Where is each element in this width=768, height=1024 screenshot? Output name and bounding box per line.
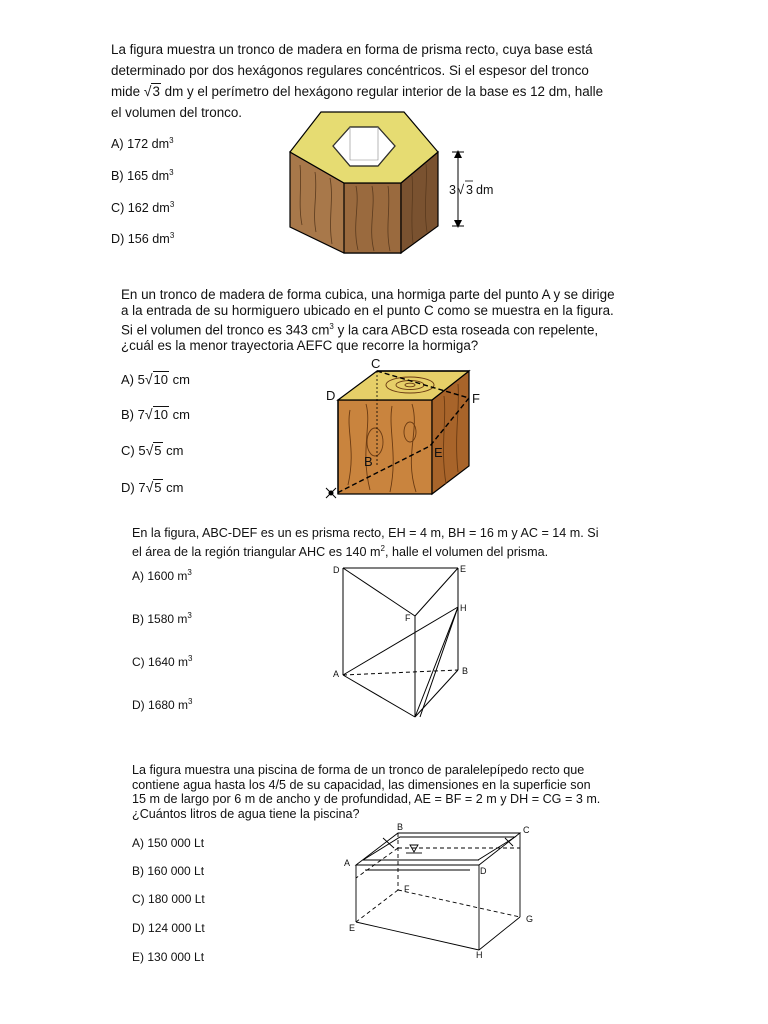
label-a: A xyxy=(344,858,351,868)
option-value: 1680 m xyxy=(148,698,189,712)
option-exponent: 3 xyxy=(169,168,174,177)
option-value: 124 000 Lt xyxy=(148,921,205,935)
dim-sqrt-symbol: √ xyxy=(457,182,465,197)
p1-line-1: La figura muestra un tronco de madera en forma de prisma recto, cuya base está xyxy=(111,42,593,57)
sqrt-symbol: √ xyxy=(145,479,154,495)
p3-line-1: En la figura, ABC-DEF es un es prisma recto, EH = 4 m, BH = 16 m y AC = 14 m. Si xyxy=(132,526,599,540)
option-unit: cm xyxy=(172,407,190,422)
sqrt-radicand: 5 xyxy=(154,480,162,495)
label-b: B xyxy=(364,454,373,469)
label-f: F xyxy=(472,391,480,406)
p4-line-3: 15 m de largo por 6 m de ancho y de profundidad, AE = BF = 2 m y DH = CG = 3 m. xyxy=(132,792,601,806)
option-letter: D) xyxy=(111,232,125,247)
p1-line-3b: dm y el perímetro del hexágono regular interior de la base es 12 dm, halle xyxy=(164,84,604,99)
sqrt-symbol: √ xyxy=(143,83,152,99)
label-d: D xyxy=(333,565,340,575)
dim-coef: 3 xyxy=(449,183,456,197)
option-letter: D) xyxy=(121,480,135,495)
p2-line-3b: y la cara ABCD esta roseada con repelente, xyxy=(337,322,599,338)
p2-line-1: En un tronco de madera de forma cubica, una hormiga parte del punto A y se dirige xyxy=(121,287,615,302)
option-exponent: 3 xyxy=(188,697,193,706)
option-value: 160 000 Lt xyxy=(147,864,205,878)
label-h: H xyxy=(460,603,467,613)
option-value: 1580 m xyxy=(147,612,188,626)
option-coef: 7 xyxy=(137,407,145,422)
p2-line-2: a la entrada de su hormiguero ubicado en el punto C como se muestra en la figura. xyxy=(121,303,614,318)
option-letter: D) xyxy=(132,921,145,935)
option-exponent: 3 xyxy=(169,136,174,145)
option-exponent: 3 xyxy=(169,231,175,240)
option-letter: D) xyxy=(132,698,145,712)
label-f: F xyxy=(404,884,410,894)
sqrt-symbol: √ xyxy=(144,406,153,422)
option-exponent: 3 xyxy=(169,200,175,209)
p2-line-3a: Si el volumen del tronco es 343 cm xyxy=(121,322,330,338)
option-value: 156 dm xyxy=(127,232,170,247)
option-exponent: 3 xyxy=(188,654,193,663)
option-coef: 5 xyxy=(137,372,145,387)
option-value: 165 dm xyxy=(127,169,170,184)
option-coef: 7 xyxy=(138,480,146,495)
option-letter: C) xyxy=(121,443,135,458)
label-d: D xyxy=(480,866,487,876)
water-level-icon xyxy=(406,845,422,853)
option-letter: B) xyxy=(132,864,144,878)
option-value: 1600 m xyxy=(147,569,188,583)
option-letter: B) xyxy=(121,407,134,422)
label-e: E xyxy=(349,923,356,933)
label-a: A xyxy=(333,669,340,679)
sqrt-radicand: 5 xyxy=(154,443,162,458)
p4-line-4: ¿Cuántos litros de agua tiene la piscina? xyxy=(132,806,360,821)
option-coef: 5 xyxy=(138,443,146,458)
option-letter: A) xyxy=(121,372,134,387)
option-unit: cm xyxy=(172,372,190,387)
label-e: E xyxy=(434,445,443,460)
option-value: 162 dm xyxy=(127,201,170,216)
label-c: C xyxy=(371,356,381,371)
p1-line-3a: mide xyxy=(111,84,141,99)
option-letter: C) xyxy=(132,892,145,906)
p2-line-3-exponent: 3 xyxy=(329,322,334,331)
p4-line-2: contiene agua hasta los 4/5 de su capacidad, las dimensiones en la superficie son xyxy=(132,777,591,792)
label-b: B xyxy=(397,822,404,832)
label-g: G xyxy=(526,914,534,924)
label-h: H xyxy=(476,950,483,960)
sqrt-symbol: √ xyxy=(144,371,153,387)
label-e: E xyxy=(460,564,467,574)
option-value: 180 000 Lt xyxy=(148,892,205,906)
p3-line-2b: , halle el volumen del prisma. xyxy=(384,545,549,560)
option-letter: A) xyxy=(132,569,144,583)
option-value: 150 000 Lt xyxy=(147,836,205,850)
option-unit: cm xyxy=(166,480,184,495)
p1-line-2: determinado por dos hexágonos regulares concéntricos. Si el espesor del tronco xyxy=(111,62,589,78)
pool-edges xyxy=(356,833,520,950)
option-letter: C) xyxy=(111,201,125,216)
dim-radicand: 3 xyxy=(466,183,473,197)
option-letter: B) xyxy=(111,169,124,184)
sqrt-radicand: 10 xyxy=(153,372,169,387)
option-letter: A) xyxy=(111,137,124,152)
option-letter: E) xyxy=(132,950,144,964)
p3-line-2-exponent: 2 xyxy=(380,544,385,553)
option-exponent: 3 xyxy=(187,568,192,577)
label-f: F xyxy=(405,613,411,623)
option-letter: B) xyxy=(132,612,144,626)
sqrt-radicand: 10 xyxy=(153,407,169,422)
p2-line-4: ¿cuál es la menor trayectoria AEFC que recorre la hormiga? xyxy=(121,338,479,354)
p1-line-4: el volumen del tronco. xyxy=(111,104,243,120)
p4-line-1: La figura muestra una piscina de forma de un tronco de paralelepípedo recto que xyxy=(132,763,585,777)
option-unit: cm xyxy=(166,443,184,458)
option-letter: C) xyxy=(132,655,145,669)
option-exponent: 3 xyxy=(187,611,192,620)
option-value: 172 dm xyxy=(127,137,170,152)
sqrt-symbol: √ xyxy=(145,442,154,458)
option-value: 130 000 Lt xyxy=(147,950,205,964)
sqrt-radicand: 3 xyxy=(152,84,160,99)
label-d: D xyxy=(326,388,336,403)
label-c: C xyxy=(523,825,530,835)
option-value: 1640 m xyxy=(148,655,189,669)
p3-line-2a: el área de la región triangular AHC es 140 m xyxy=(132,545,381,560)
option-letter: A) xyxy=(132,836,144,850)
dim-unit: dm xyxy=(476,183,494,197)
label-b: B xyxy=(462,666,469,676)
